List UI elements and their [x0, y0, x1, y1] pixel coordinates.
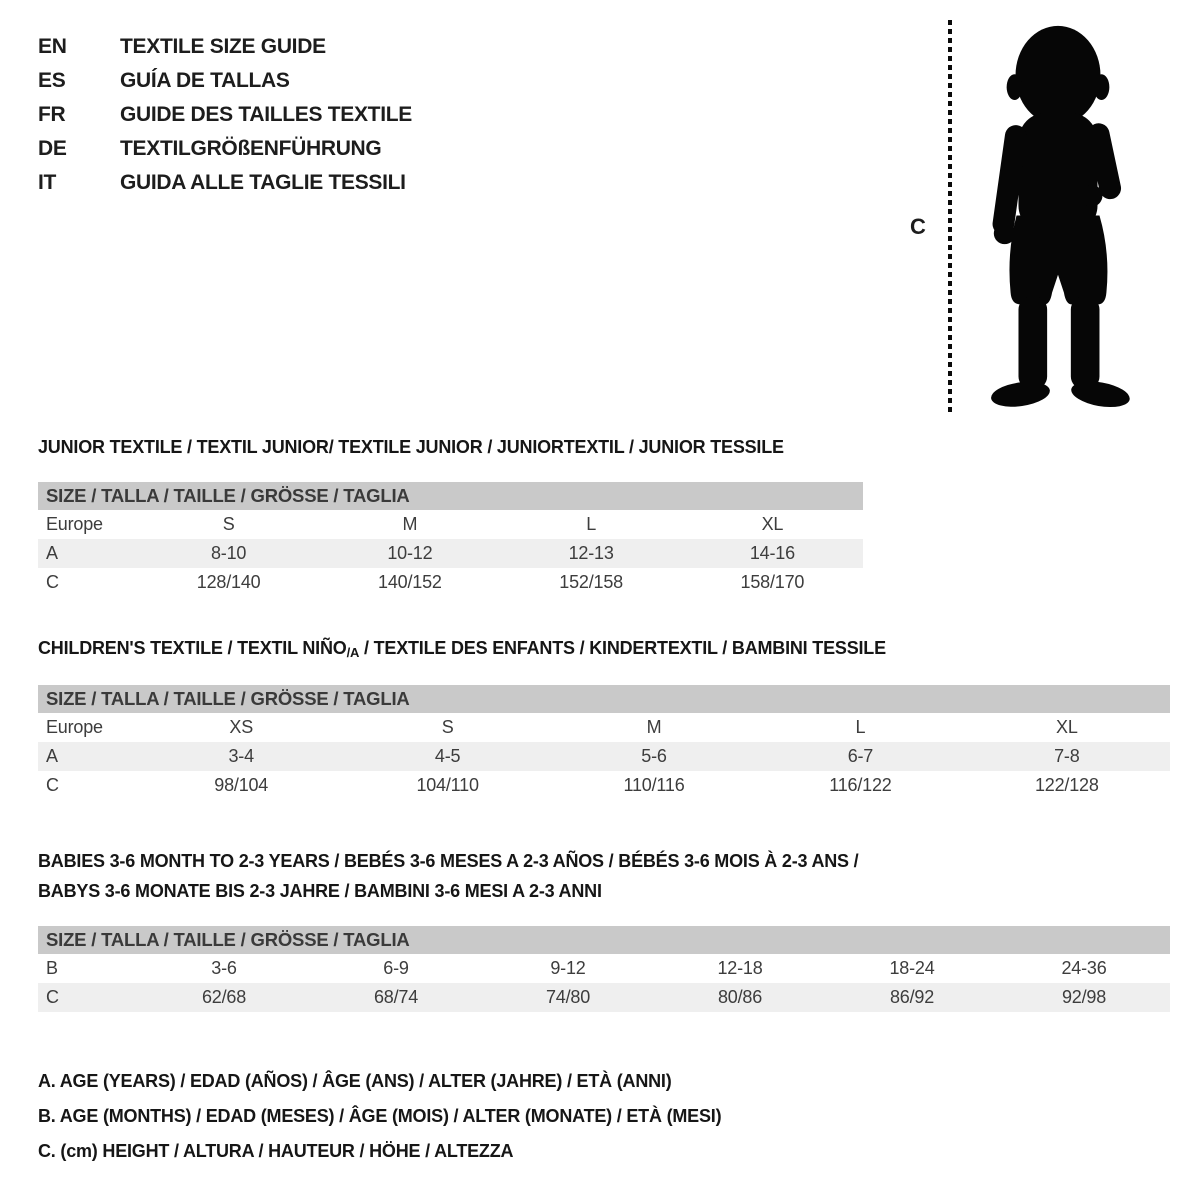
row-label: A — [46, 543, 58, 563]
months-value: 12-18 — [717, 958, 763, 978]
height-measure-figure — [908, 18, 1172, 422]
footnotes — [38, 1064, 1170, 1169]
age-value: 4-5 — [434, 746, 461, 766]
region-label: Europe — [46, 717, 103, 737]
babies-heading-line1: BABIES 3-6 MONTH TO 2-3 YEARS / BEBÉS 3-6 MESES A 2-3 AÑOS / BÉBÉS 3-6 MOIS À 2-3 ANS / — [38, 851, 859, 871]
junior-size-band: SIZE / TALLA / TAILLE / GRÖSSE / TAGLIA — [38, 482, 863, 510]
height-value: 110/116 — [623, 775, 685, 795]
months-value: 9-12 — [550, 958, 586, 978]
height-value: 98/104 — [214, 775, 269, 795]
row-label: A — [46, 746, 58, 766]
children-header-row — [38, 713, 1170, 742]
height-value: 140/152 — [378, 572, 442, 592]
children-size-band: SIZE / TALLA / TAILLE / GRÖSSE / TAGLIA — [38, 685, 1170, 713]
size-header: XL — [1056, 717, 1078, 737]
junior-heading: JUNIOR TEXTILE / TEXTIL JUNIOR/ TEXTILE JUNIOR / JUNIORTEXTIL / JUNIOR TESSILE — [38, 437, 784, 457]
babies-size-band: SIZE / TALLA / TAILLE / GRÖSSE / TAGLIA — [38, 926, 1170, 954]
children-row-height — [38, 771, 1170, 800]
height-value: 86/92 — [889, 987, 935, 1007]
height-value: 116/122 — [829, 775, 892, 795]
height-value: 104/110 — [416, 775, 479, 795]
months-value: 6-9 — [383, 958, 409, 978]
age-value: 7-8 — [1054, 746, 1080, 766]
children-section — [38, 637, 1170, 800]
height-value: 62/68 — [201, 987, 247, 1007]
months-value: 24-36 — [1061, 958, 1107, 978]
size-header: S — [441, 717, 454, 737]
toddler-silhouette-icon — [968, 18, 1148, 418]
size-header: M — [646, 717, 662, 737]
babies-row-height — [38, 983, 1170, 1012]
guide-title-fr: GUIDE DES TAILLES TEXTILE — [120, 103, 412, 126]
row-label: C — [46, 987, 59, 1007]
junior-header-row — [38, 510, 863, 539]
junior-row-height — [38, 568, 863, 597]
language-code: DE — [38, 137, 67, 160]
junior-size-table — [38, 482, 863, 597]
junior-section — [38, 436, 1170, 597]
height-value: 74/80 — [545, 987, 591, 1007]
row-label: C — [46, 572, 59, 592]
language-code: ES — [38, 69, 66, 92]
size-header: L — [855, 717, 866, 737]
children-heading-post: / TEXTILE DES ENFANTS / KINDERTEXTIL / BAMBINI TESSILE — [359, 638, 886, 658]
age-value: 14-16 — [749, 543, 795, 563]
size-header: M — [402, 514, 418, 534]
age-value: 5-6 — [641, 746, 667, 766]
measure-label-c: C — [910, 214, 926, 239]
height-value: 128/140 — [196, 572, 261, 592]
children-heading-pre: CHILDREN'S TEXTILE / TEXTIL NIÑO — [38, 638, 347, 658]
months-value: 3-6 — [211, 958, 237, 978]
height-value: 152/158 — [559, 572, 623, 592]
size-header: XL — [761, 514, 784, 534]
age-value: 12-13 — [568, 543, 614, 563]
babies-section — [38, 846, 1170, 1012]
height-value: 92/98 — [1061, 987, 1107, 1007]
language-code: FR — [38, 103, 66, 126]
language-code: IT — [38, 171, 57, 194]
guide-title-de: TEXTILGRÖßENFÜHRUNG — [120, 137, 382, 160]
guide-title-es: GUÍA DE TALLAS — [120, 69, 290, 92]
height-value: 80/86 — [717, 987, 763, 1007]
guide-title-it: GUIDA ALLE TAGLIE TESSILI — [120, 171, 406, 194]
height-value: 158/170 — [740, 572, 805, 592]
age-value: 6-7 — [847, 746, 874, 766]
children-heading — [38, 637, 1170, 661]
guide-title-en: TEXTILE SIZE GUIDE — [120, 35, 326, 58]
babies-heading-line2: BABYS 3-6 MONATE BIS 2-3 JAHRE / BAMBINI 3-6 MESI A 2-3 ANNI — [38, 881, 602, 901]
size-header: L — [586, 514, 597, 534]
babies-heading — [38, 846, 1170, 906]
footnote-b: B. AGE (MONTHS) / EDAD (MESES) / ÂGE (MOIS) / ALTER (MONATE) / ETÀ (MESI) — [38, 1106, 722, 1126]
children-size-table — [38, 685, 1170, 800]
dashed-measure-line — [948, 20, 952, 416]
height-value: 122/128 — [1034, 775, 1099, 795]
footnote-a: A. AGE (YEARS) / EDAD (AÑOS) / ÂGE (ANS) / ALTER (JAHRE) / ETÀ (ANNI) — [38, 1071, 672, 1091]
row-label: C — [46, 775, 59, 795]
children-heading-sub: /A — [346, 645, 360, 660]
children-row-age — [38, 742, 1170, 771]
height-value: 68/74 — [373, 987, 419, 1007]
junior-row-age — [38, 539, 863, 568]
language-code: EN — [38, 35, 67, 58]
age-value: 8-10 — [211, 543, 247, 563]
region-label: Europe — [46, 514, 103, 534]
footnote-c: C. (cm) HEIGHT / ALTURA / HAUTEUR / HÖHE / ALTEZZA — [38, 1141, 514, 1161]
babies-row-months — [38, 954, 1170, 983]
babies-size-table — [38, 926, 1170, 1012]
age-value: 3-4 — [228, 746, 254, 766]
age-value: 10-12 — [387, 543, 433, 563]
months-value: 18-24 — [889, 958, 935, 978]
size-header: XS — [229, 717, 254, 737]
size-header: S — [222, 514, 235, 534]
row-label: B — [46, 958, 58, 978]
